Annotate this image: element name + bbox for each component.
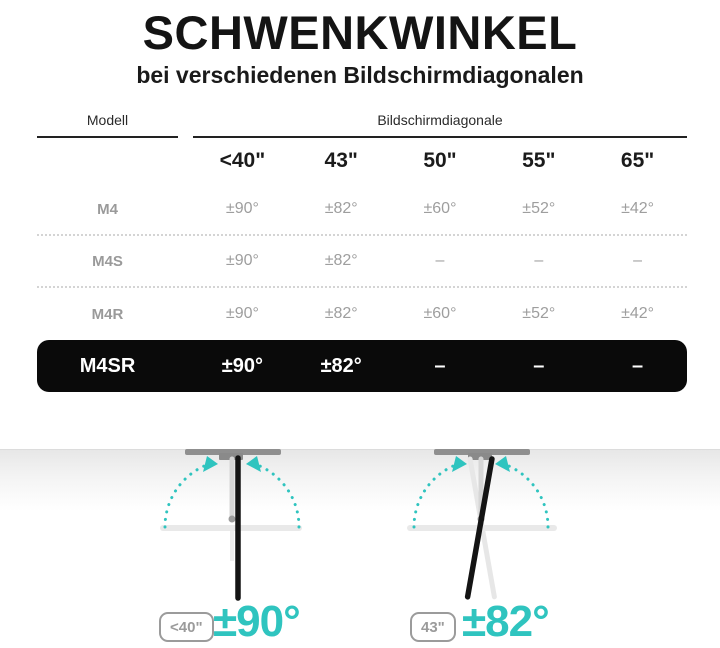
table-cell-value: ±60° [423, 305, 457, 322]
swivel-arc-left-icon [165, 464, 209, 527]
table-cell-value: ±60° [423, 200, 457, 217]
swivel-arc-right-icon [504, 464, 548, 527]
table-row-m4s [37, 236, 687, 288]
table-row-m4r [37, 288, 687, 340]
swivel-diagram-82 [397, 449, 567, 609]
size-header: 43" [324, 149, 358, 172]
table-cell-value: ±90° [225, 252, 259, 269]
illustration-stage [0, 449, 720, 648]
table-row-m4 [37, 184, 687, 236]
size-header: 50" [423, 149, 457, 172]
size-badge-43: 43" [410, 612, 456, 642]
angle-value-82: ±82° [462, 597, 549, 646]
size-header: 55" [522, 149, 556, 172]
arrow-right-icon [203, 456, 218, 472]
table-cell-value: ±90° [221, 354, 264, 377]
table-cell-value: ±42° [621, 200, 655, 217]
table-cell-value: ±42° [621, 305, 655, 322]
table-cell-value: ±82° [324, 305, 358, 322]
table-row-model: M4S [92, 252, 123, 270]
table-row-model: M4R [91, 305, 124, 323]
swivel-diagram-90 [148, 449, 318, 609]
swivel-arc-right-icon [255, 464, 299, 527]
swivel-angle-table [37, 104, 687, 392]
arrow-right-icon [452, 456, 467, 472]
size-header: 65" [620, 149, 655, 172]
size-badge-under-40: <40" [159, 612, 214, 642]
table-row-model: M4SR [79, 354, 136, 377]
table-cell-value: ±52° [522, 305, 556, 322]
table-cell-value: – [435, 252, 445, 269]
table-cell-value: – [534, 252, 544, 269]
page-subtitle: bei verschiedenen Bildschirmdiagonalen [136, 62, 584, 88]
table-cell-value: ±52° [522, 200, 556, 217]
table-cell-value: ±82° [324, 200, 358, 217]
model-column-header: Modell [37, 104, 178, 138]
arrow-left-icon [495, 456, 510, 472]
table-size-header-row [37, 138, 687, 184]
diagonal-group-header: Bildschirmdiagonale [193, 104, 687, 138]
table-group-header-row [37, 104, 687, 138]
table-row-model: M4 [97, 200, 118, 218]
size-header: <40" [219, 149, 266, 172]
table-cell-value: ±90° [225, 305, 259, 322]
table-cell-value: ±82° [324, 252, 358, 269]
swivel-arc-left-icon [414, 464, 458, 527]
table-cell-value: ±90° [225, 200, 259, 217]
header-gap [178, 104, 193, 138]
table-cell-value: ±82° [320, 354, 362, 377]
table-row-m4sr-highlighted [37, 340, 687, 392]
angle-value-90: ±90° [213, 597, 300, 646]
pivot-dot [229, 516, 236, 523]
table-cell-value: – [633, 252, 643, 269]
page-title: SCHWENKWINKEL [142, 6, 578, 59]
tv-front-bar [160, 525, 302, 531]
ceiling-band [0, 449, 720, 511]
table-cell-value: – [434, 354, 446, 377]
table-cell-value: – [533, 354, 545, 377]
table-cell-value: – [632, 354, 644, 377]
arrow-left-icon [246, 456, 261, 472]
